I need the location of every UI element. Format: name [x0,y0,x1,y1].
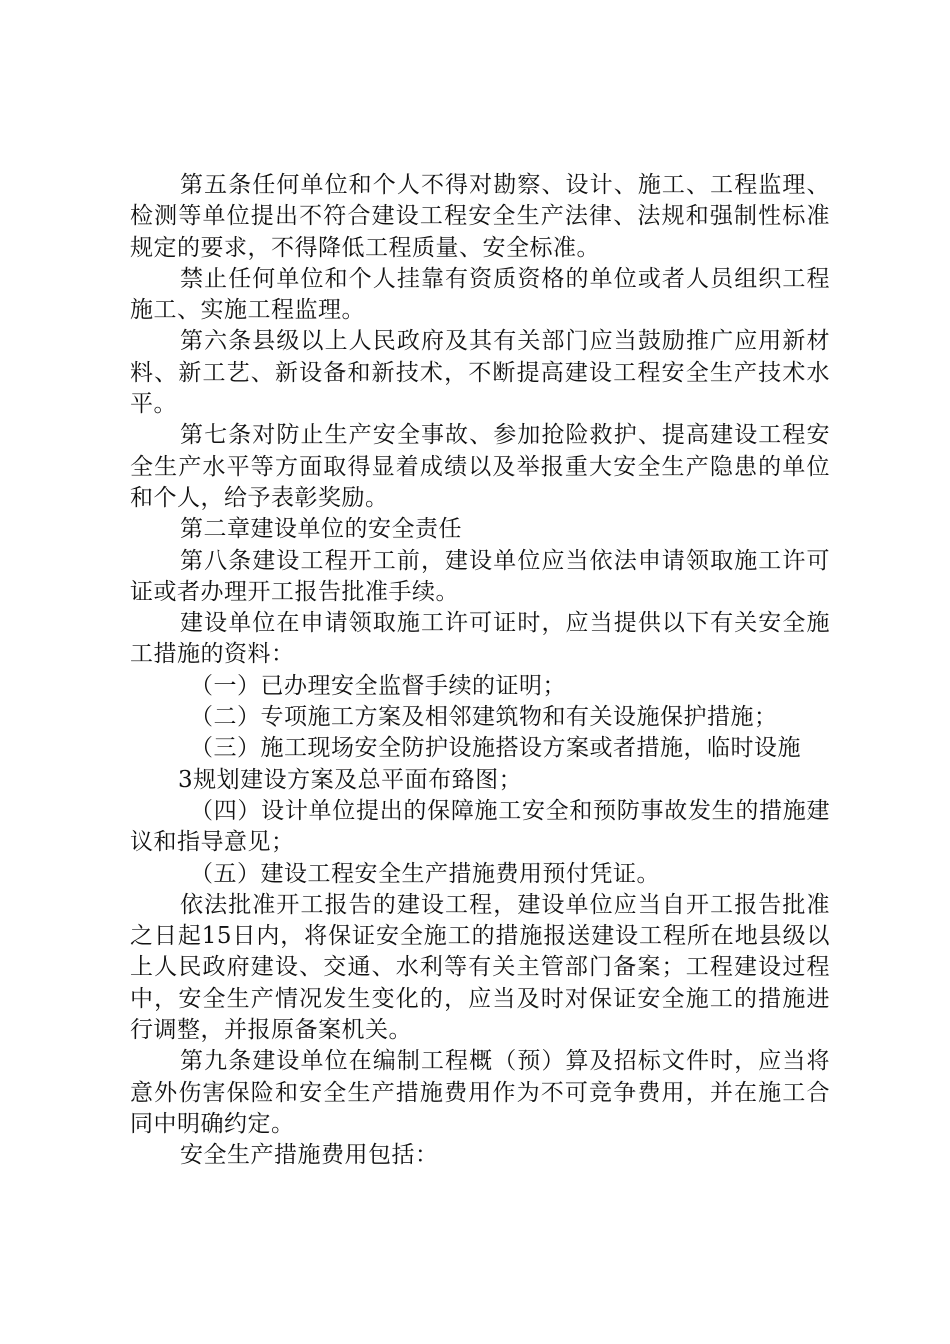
paragraph-safety-costs: 安全生产措施费用包括： [180,1142,439,1169]
paragraph-article-8: 第八条建设工程开工前，建设单位应当依法申请领取施工许可证或者办理开工报告批准手续。 [130,547,830,605]
paragraph-permit-materials: 建设单位在申请领取施工许可证时，应当提供以下有关安全施工措施的资料： [130,610,830,668]
paragraph-article-7: 第七条对防止生产安全事故、参加抢险救护、提高建设工程安全生产水平等方面取得显着成绩以及举报重大安全生产隐患的单位和个人，给予表彰奖励。 [130,422,830,511]
list-item-3: （三）施工现场安全防护设施搭设方案或者措施，临时设施 [190,735,801,762]
paragraph-article-9: 第九条建设单位在编制工程概（预）算及招标文件时，应当将意外伤害保险和安全生产措施费用作为不可竞争费用，并在施工合同中明确约定。 [130,1048,830,1137]
list-item-1: （一）已办理安全监督手续的证明； [190,672,566,699]
list-item-5: （五）建设工程安全生产措施费用预付凭证。 [190,860,660,887]
paragraph-filing: 依法批准开工报告的建设工程，建设单位应当自开工报告批准之日起15日内，将保证安全施工的措施报送建设工程所在地县级以上人民政府建设、交通、水利等有关主管部门备案；工程建设过程中，安全生产情况发生变化的，应当及时对保证安全施工的措施进行调整，并报原备案机关。 [130,891,830,1044]
chapter-heading: 第二章建设单位的安全责任 [180,516,462,543]
list-item-3-continued: 3规划建设方案及总平面布臵图； [178,766,523,793]
list-item-2: （二）专项施工方案及相邻建筑物和有关设施保护措施； [190,704,778,731]
paragraph-prohibition: 禁止任何单位和个人挂靠有资质资格的单位或者人员组织工程施工、实施工程监理。 [130,265,830,324]
paragraph-article-5: 第五条任何单位和个人不得对勘察、设计、施工、工程监理、检测等单位提出不符合建设工程安全生产法律、法规和强制性标准规定的要求，不得降低工程质量、安全标准。 [130,172,830,261]
list-item-4: （四）设计单位提出的保障施工安全和预防事故发生的措施建议和指导意见； [130,797,830,856]
document-body [130,170,830,1172]
paragraph-article-6: 第六条县级以上人民政府及其有关部门应当鼓励推广应用新材料、新工艺、新设备和新技术，不断提高建设工程安全生产技术水平。 [130,328,830,418]
